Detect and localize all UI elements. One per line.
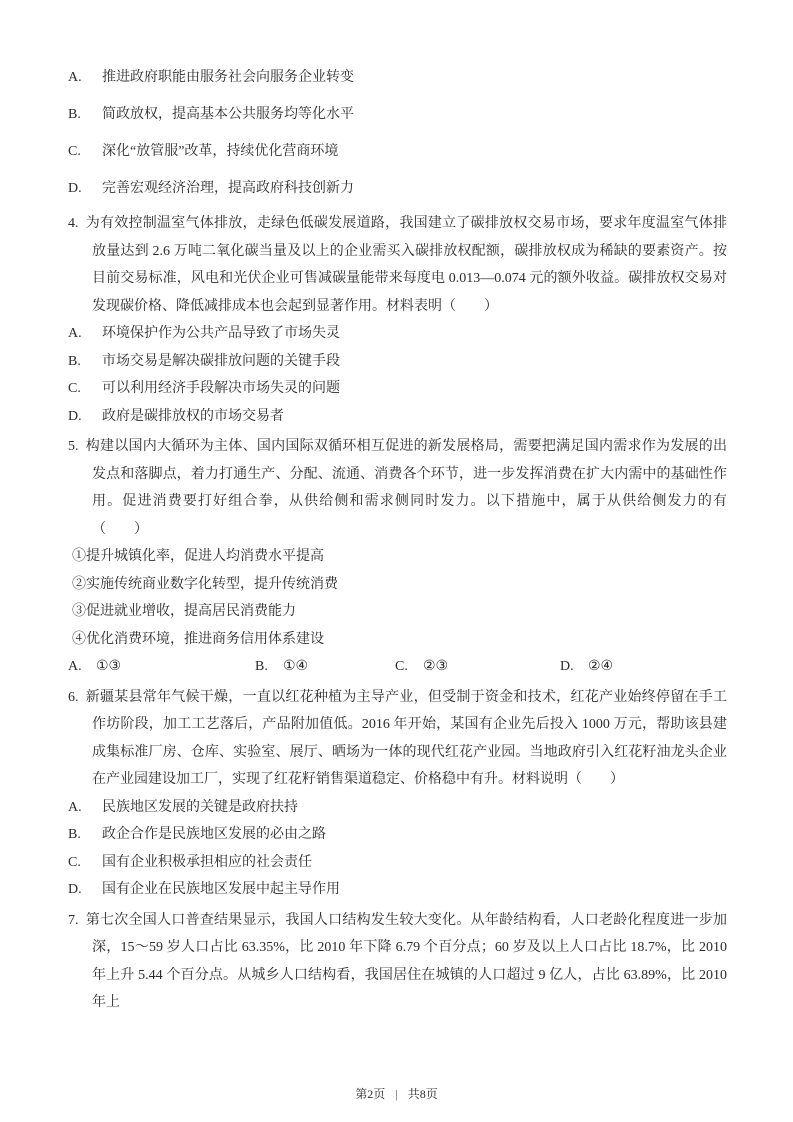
choice-label: D. (560, 659, 574, 674)
question-5 (68, 433, 727, 681)
option-label: D. (68, 408, 82, 424)
option-text: 民族地区发展的关键是政府扶持 (102, 799, 298, 815)
option-line (68, 348, 727, 376)
choice (68, 653, 255, 681)
choice (255, 653, 395, 681)
option-line (68, 403, 727, 431)
option-line (68, 170, 727, 207)
option-line (68, 821, 727, 849)
choice-label: A. (68, 659, 82, 674)
choice (560, 653, 727, 681)
choice-text: ①③ (96, 659, 122, 674)
option-label: A. (68, 70, 82, 85)
option-text: 深化“放管服”改革，持续优化营商环境 (102, 144, 339, 159)
question-4 (68, 210, 727, 430)
question-stem-text: 构建以国内大循环为主体、国内国际双循环相互促进的新发展格局，需要把满足国内需求作为发展的出发点和落脚点，着力打通生产、分配、流通、消费各个环节，进一步发挥消费在扩大内需中的基础性作用。促进消费要打好组合拳，从供给侧和需求侧同时发力。以下措施中，属于从供给侧发力的有（ ） (85, 439, 727, 537)
option-text: 可以利用经济手段解决市场失灵的问题 (102, 381, 340, 396)
page-number: 第2页 (355, 1087, 386, 1101)
option-line (68, 849, 727, 877)
question-number: 7. (68, 912, 79, 928)
option-label: C. (68, 854, 81, 870)
numbered-item: ②实施传统商业数字化转型，提升传统消费 (72, 576, 338, 592)
numbered-item: ①提升城镇化率，促进人均消费水平提高 (72, 549, 324, 564)
question-6 (68, 684, 727, 904)
option-line (68, 375, 727, 403)
option-text: 推进政府职能由服务社会向服务企业转变 (102, 70, 354, 85)
option-text: 国有企业积极承担相应的社会责任 (102, 854, 312, 870)
option-text: 市场交易是解决碳排放问题的关键手段 (102, 353, 340, 369)
page-footer (0, 1085, 793, 1102)
option-line (68, 876, 727, 904)
option-label: B. (68, 827, 81, 842)
option-text: 完善宏观经济治理，提高政府科技创新力 (102, 181, 354, 196)
question-number: 6. (68, 689, 79, 705)
question-5-choices-row (68, 653, 727, 681)
option-label: A. (68, 326, 82, 341)
choice-label: B. (255, 659, 268, 674)
option-text: 环境保护作为公共产品导致了市场失灵 (102, 326, 340, 341)
option-line (68, 96, 727, 133)
choice-text: ②③ (423, 659, 449, 674)
choice-label: C. (395, 659, 408, 674)
numbered-item: ④优化消费环境，推进商务信用体系建设 (72, 631, 324, 647)
option-label: D. (68, 882, 82, 897)
option-line (68, 59, 727, 96)
question-3-options (68, 59, 727, 207)
footer-separator: | (395, 1087, 398, 1101)
option-text: 政企合作是民族地区发展的必由之路 (102, 827, 326, 842)
numbered-item: ③促进就业增收，提高居民消费能力 (72, 604, 296, 619)
option-label: C. (68, 144, 81, 159)
option-text: 简政放权，提高基本公共服务均等化水平 (102, 107, 354, 122)
option-label: A. (68, 799, 82, 815)
page-total: 共8页 (407, 1087, 438, 1101)
question-stem-text: 第七次全国人口普查结果显示，我国人口结构发生较大变化。从年龄结构看，人口老龄化程度进一步加深，15～59 岁人口占比 63.35%，比 2010 年下降 6.79 个百分点；60 岁及以上人口占比 18.7%，比 2010 年上升 5.44 个百分点。从城乡人口结构看，我国居住在城镇的人口超过 9 亿人，占比 63.89%，比 2010 年上 (85, 912, 727, 1010)
question-number: 5. (68, 439, 79, 454)
option-label: C. (68, 381, 81, 396)
question-4-stem (68, 210, 727, 320)
question-6-stem (68, 684, 727, 794)
question-number: 4. (68, 216, 79, 231)
question-5-stem (68, 433, 727, 543)
question-7-stem (68, 907, 727, 1017)
option-label: B. (68, 353, 81, 369)
choice-text: ②④ (588, 659, 614, 674)
choice-text: ①④ (283, 659, 309, 674)
question-stem-text: 新疆某县常年气候干燥，一直以红花种植为主导产业，但受制于资金和技术，红花产业始终停留在手工作坊阶段，加工工艺落后，产品附加值低。2016 年开始，某国有企业先后投入 1000 万元，帮助该县建成集标准厂房、仓库、实验室、展厅、晒场为一体的现代红花产业园。当地政府引入红花籽油龙头企业在产业园建设加工厂，实现了红花籽销售渠道稳定、价格稳中有升。材料说明（ ） (85, 689, 727, 787)
question-stem-text: 为有效控制温室气体排放，走绿色低碳发展道路，我国建立了碳排放权交易市场，要求年度温室气体排放量达到 2.6 万吨二氧化碳当量及以上的企业需买入碳排放权配额，碳排放权成为稀缺的要素资产。按目前交易标准，风电和光伏企业可售减碳量能带来每度电 0.013—0.074 元的额外收益。碳排放权交易对发现碳价格、降低减排成本也会起到显著作用。材料表明（ ） (85, 216, 727, 314)
option-text: 国有企业在民族地区发展中起主导作用 (102, 882, 340, 897)
option-label: D. (68, 181, 82, 196)
option-line (68, 133, 727, 170)
question-7 (68, 907, 727, 1017)
option-line (68, 794, 727, 822)
option-text: 政府是碳排放权的市场交易者 (102, 408, 284, 424)
option-line (68, 320, 727, 348)
choice (395, 653, 560, 681)
option-label: B. (68, 107, 81, 122)
